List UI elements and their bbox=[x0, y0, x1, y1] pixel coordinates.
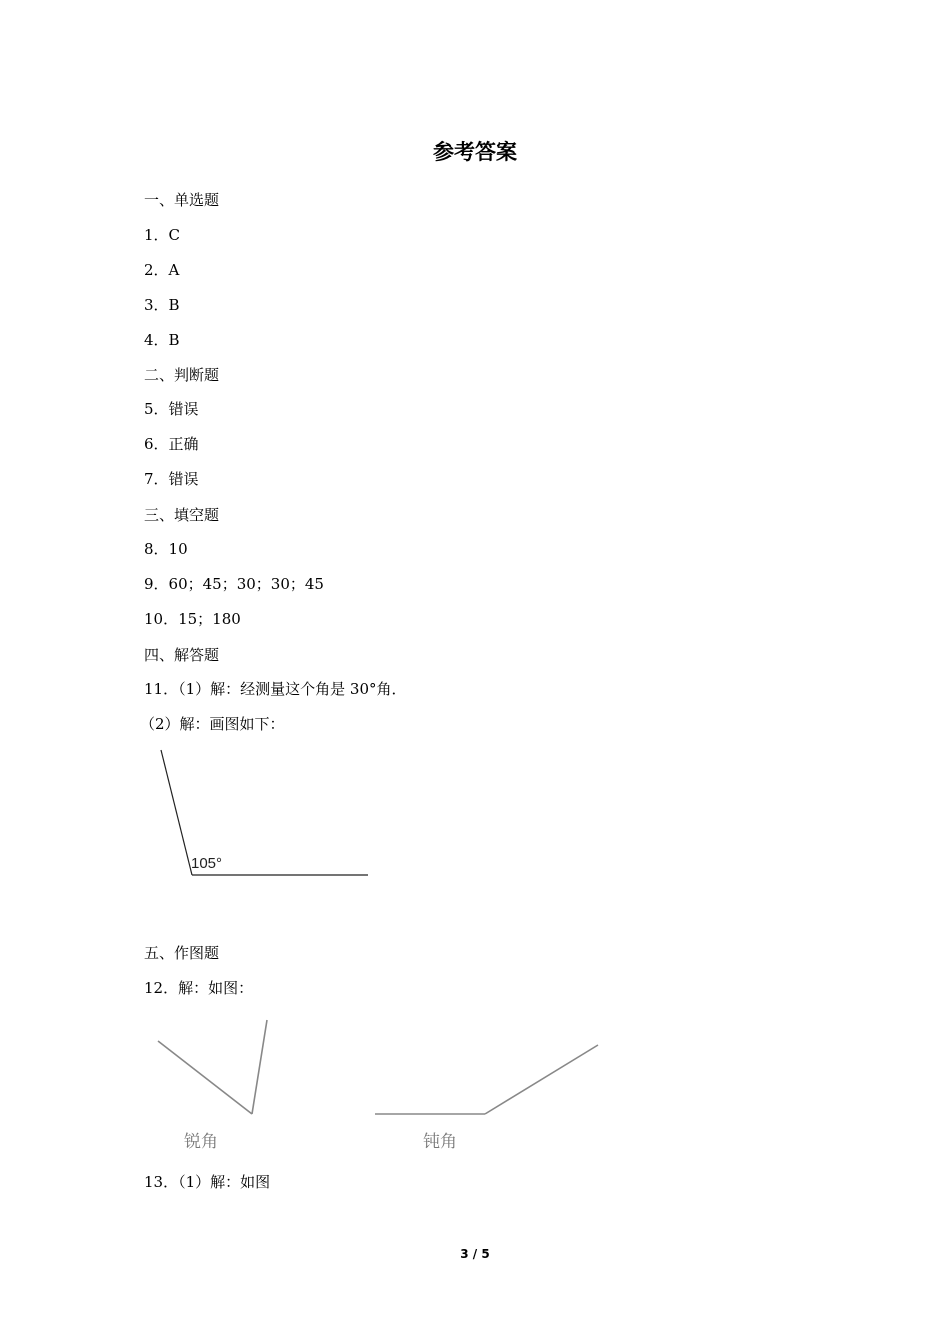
obtuse-label: 钝角 bbox=[423, 1132, 457, 1152]
acute-label: 锐角 bbox=[184, 1132, 218, 1152]
answer-4: 4．B bbox=[144, 331, 180, 349]
acute-ray-right bbox=[252, 1020, 267, 1114]
answer-11-part1: 11．（1）解：经测量这个角是 30°角． bbox=[144, 680, 407, 698]
acute-ray-left bbox=[158, 1041, 252, 1114]
answer-3: 3．B bbox=[144, 296, 180, 314]
answer-12: 12．解：如图： bbox=[144, 979, 254, 997]
answer-11-part2: （2）解：画图如下： bbox=[140, 715, 285, 733]
obtuse-ray-right bbox=[485, 1045, 598, 1114]
section-single-choice: 一、单选题 bbox=[144, 191, 220, 209]
answer-10: 10．15；180 bbox=[144, 610, 241, 628]
answer-6: 6．正确 bbox=[144, 435, 199, 453]
answer-2: 2．A bbox=[144, 261, 180, 279]
angle-105-figure bbox=[150, 745, 380, 885]
answer-7: 7．错误 bbox=[144, 470, 199, 488]
answer-9: 9．60；45；30；30；45 bbox=[144, 575, 324, 593]
section-true-false: 二、判断题 bbox=[144, 366, 220, 384]
acute-obtuse-figure bbox=[150, 1012, 610, 1162]
answer-5: 5．错误 bbox=[144, 400, 199, 418]
angle-105-ray-left bbox=[161, 750, 192, 875]
page-title: 参考答案 bbox=[433, 140, 517, 164]
answer-1: 1．C bbox=[144, 226, 181, 244]
answer-8: 8．10 bbox=[144, 540, 188, 558]
answer-13-part1: 13．（1）解：如图 bbox=[144, 1173, 271, 1191]
page-number: 3 / 5 bbox=[460, 1247, 490, 1261]
section-solutions: 四、解答题 bbox=[144, 646, 220, 664]
section-fill-blank: 三、填空题 bbox=[144, 506, 220, 524]
section-drawing: 五、作图题 bbox=[144, 944, 220, 962]
angle-105-label: 105° bbox=[191, 855, 223, 872]
